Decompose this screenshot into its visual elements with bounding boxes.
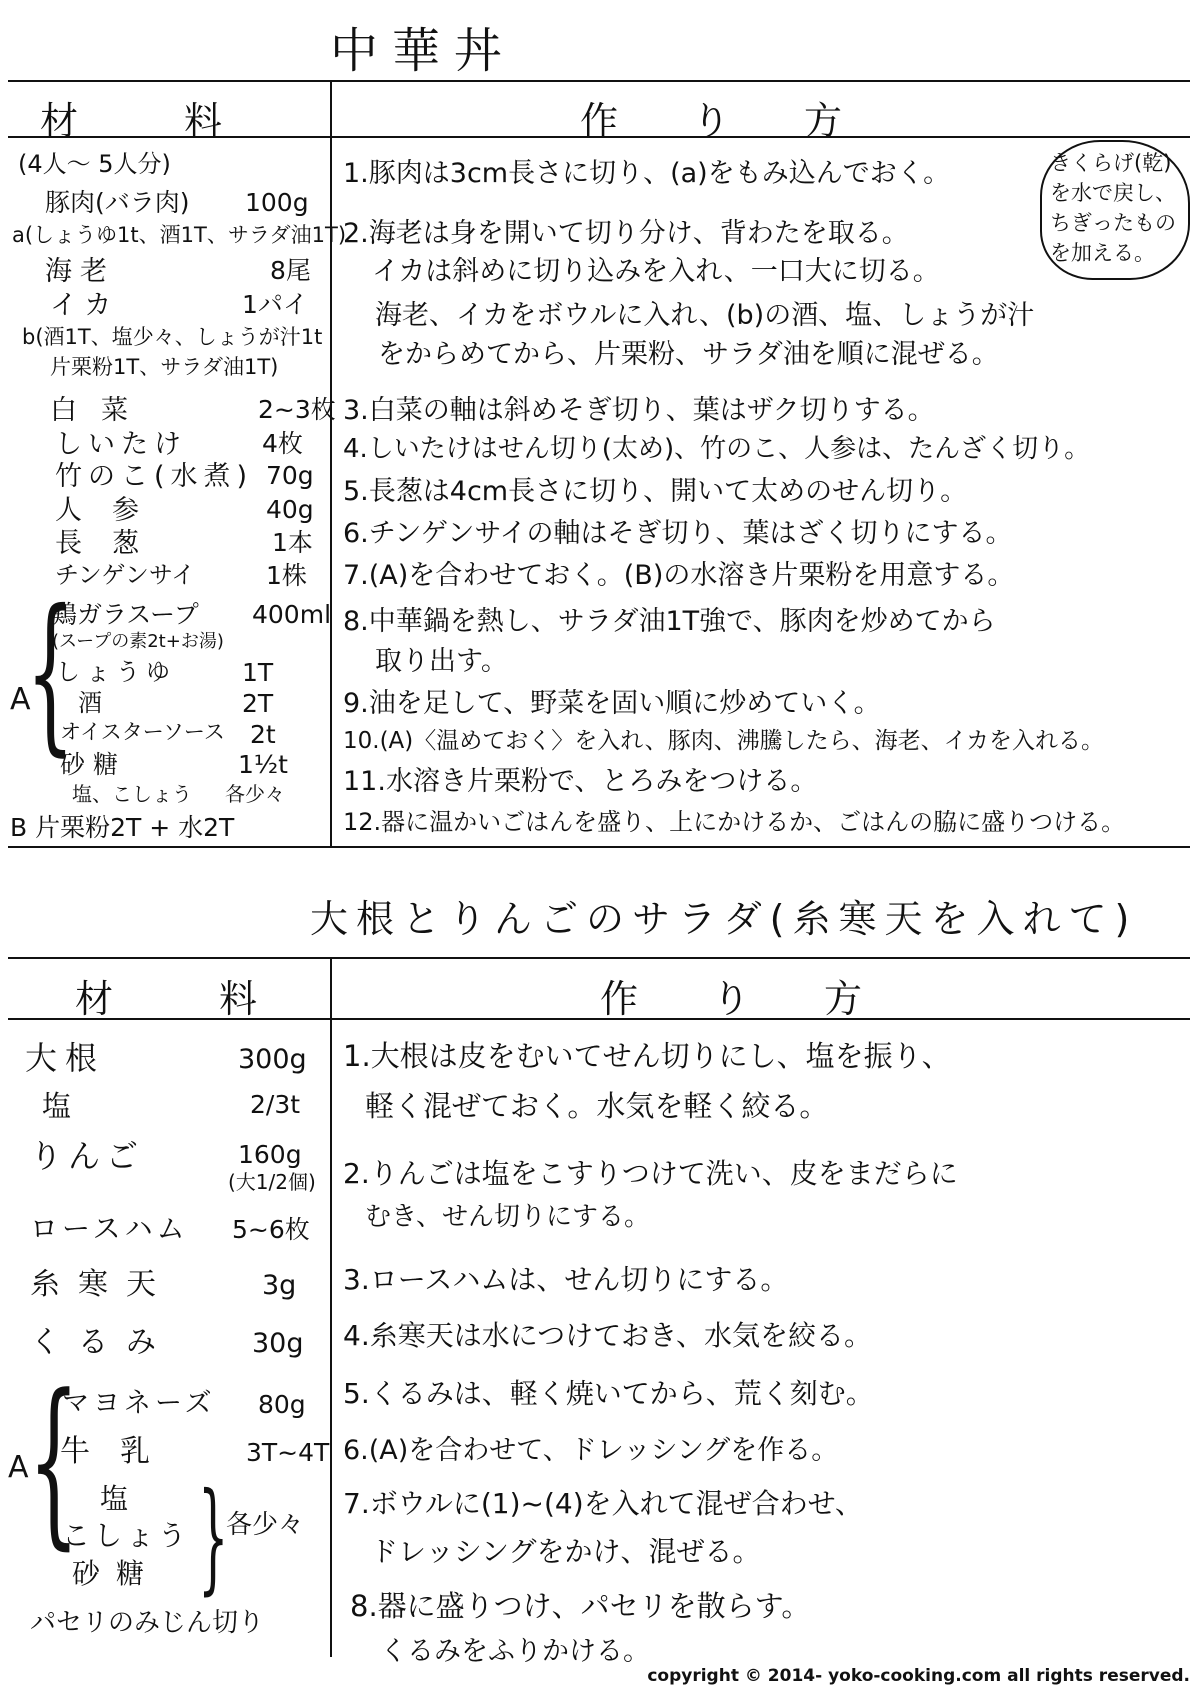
ingredient-name: a(しょうゆ1t、酒1T、サラダ油1T) <box>12 223 347 247</box>
recipe1-bottom-rule <box>8 846 1190 848</box>
recipe1-group-a-label: A <box>10 682 31 717</box>
ingredient-amount: 各少々 <box>225 782 285 806</box>
note-line: ちぎったもの <box>1050 211 1176 235</box>
group-brace: { <box>28 1357 80 1566</box>
ingredient-amount: 70g <box>266 461 314 490</box>
ingredient-name: 塩 <box>100 1482 129 1515</box>
method-step: ドレッシングをかけ、混ぜる。 <box>370 1535 761 1568</box>
method-step: 12.器に温かいごはんを盛り、上にかけるか、ごはんの脇に盛りつける。 <box>343 808 1126 836</box>
ingredient-name: 塩 <box>42 1089 72 1123</box>
method-step: 軽く混ぜておく。水気を軽く絞る。 <box>365 1089 829 1123</box>
recipe2-title: 大根とりんごのサラダ(糸寒天を入れて) <box>310 897 1138 941</box>
ingredient-name: 塩、こしょう <box>72 782 192 806</box>
method-step: 5.長葱は4cm長さに切り、開いて太めのせん切り。 <box>343 476 968 507</box>
ingredient-name: しいたけ <box>55 429 187 460</box>
method-step: 9.油を足して、野菜を固い順に炒めていく。 <box>343 688 881 719</box>
note-line: を加える。 <box>1050 241 1155 265</box>
ingredient-name: くるみ <box>30 1325 174 1360</box>
method-step: をからめてから、片栗粉、サラダ油を順に混ぜる。 <box>378 339 999 370</box>
ingredient-amount: 400ml <box>252 600 332 629</box>
recipe2-ingredients-header: 材 料 <box>75 977 268 1021</box>
method-step: 4.しいたけはせん切り(太め)、竹のこ、人参は、たんざく切り。 <box>343 434 1091 464</box>
ingredient-name: オイスターソース <box>60 720 225 744</box>
ingredient-name: b(酒1T、塩少々、しょうが汁1t <box>22 325 323 349</box>
ingredient-name: 竹のこ(水煮) <box>55 461 254 492</box>
ingredient-amount: 2~3枚 <box>258 395 336 424</box>
ingredient-amount: 3T~4T <box>246 1438 330 1467</box>
ingredient-amount: 1株 <box>266 561 307 590</box>
ingredient-amount: 40g <box>266 495 314 524</box>
ingredient-amount: 2T <box>242 689 274 718</box>
ingredient-name: 大根 <box>25 1039 106 1077</box>
method-step: 5.くるみは、軽く焼いてから、荒く刻む。 <box>343 1377 874 1410</box>
recipe1-title: 中華丼 <box>330 23 517 79</box>
method-step: 1.大根は皮をむいてせん切りにし、塩を振り、 <box>343 1039 951 1073</box>
sub-brace: } <box>198 1468 229 1607</box>
ingredient-name: マヨネーズ <box>62 1388 216 1419</box>
ingredient-amount: 80g <box>258 1390 306 1419</box>
ingredient-name: 砂糖 <box>72 1557 161 1590</box>
method-step: むき、せん切りにする。 <box>365 1202 650 1232</box>
method-step: 8.中華鍋を熱し、サラダ油1T強で、豚肉を炒めてから <box>343 606 996 637</box>
method-step: 海老、イカをボウルに入れ、(b)の酒、塩、しょうが汁 <box>375 300 1035 331</box>
ingredient-name: 糸寒天 <box>30 1267 174 1302</box>
method-step: 11.水溶き片栗粉で、とろみをつける。 <box>343 766 818 797</box>
method-step: 取り出す。 <box>375 646 508 677</box>
ingredient-amount: 4枚 <box>262 429 303 458</box>
ingredient-name: 海老 <box>45 256 115 287</box>
recipe2-garnish: パセリのみじん切り <box>30 1608 265 1638</box>
kikurage-note-bubble <box>1040 140 1190 280</box>
method-step: 3.白菜の軸は斜めそぎ切り、葉はザク切りする。 <box>343 395 935 426</box>
recipe1-column-divider <box>330 80 332 846</box>
ingredient-amount: 100g <box>245 188 309 217</box>
method-step: 6.チンゲンサイの軸はそぎ切り、葉はざく切りにする。 <box>343 518 1013 549</box>
ingredient-name: チンゲンサイ <box>55 561 196 589</box>
recipe2-group-a-label: A <box>8 1450 29 1485</box>
ingredient-name: 片栗粉1T、サラダ油1T) <box>50 355 279 379</box>
method-step: 4.糸寒天は水につけておき、水気を絞る。 <box>343 1319 873 1352</box>
ingredient-amount: 8尾 <box>270 256 311 285</box>
method-step: 1.豚肉は3cm長さに切り、(a)をもみ込んでおく。 <box>343 158 951 189</box>
recipe1-top-rule <box>8 80 1190 82</box>
recipe1-servings: (4人～ 5人分) <box>18 150 171 178</box>
ingredient-name: しょうゆ <box>56 658 176 686</box>
ingredient-amount: 2/3t <box>250 1090 301 1119</box>
method-step: 7.ボウルに(1)~(4)を入れて混ぜ合わせ、 <box>343 1487 863 1520</box>
ingredient-amount: 各少々 <box>226 1510 305 1540</box>
method-step: 7.(A)を合わせておく。(B)の水溶き片栗粉を用意する。 <box>343 560 1015 591</box>
recipe2-top-rule <box>8 957 1190 959</box>
method-step: くるみをふりかける。 <box>380 1636 650 1667</box>
recipe2-column-divider <box>330 957 332 1657</box>
method-step: イカは斜めに切り込みを入れ、一口大に切る。 <box>372 256 940 287</box>
method-step: 2.海老は身を開いて切り分け、背わたを取る。 <box>343 218 909 249</box>
ingredient-amount: 1½t <box>238 750 288 779</box>
ingredient-name: こしょう <box>62 1519 191 1552</box>
ingredient-name: (スープの素2t+お湯) <box>52 631 224 652</box>
ingredient-name: ロースハム <box>30 1212 189 1245</box>
ingredient-amount: (大1/2個) <box>228 1170 316 1194</box>
ingredient-name: 鶏ガラスープ <box>52 600 199 629</box>
recipe1-group-b: B 片栗粉2T + 水2T <box>10 813 235 842</box>
recipe2-method-header: 作 り 方 <box>600 977 881 1021</box>
note-line: を水で戻し、 <box>1050 181 1176 205</box>
copyright-footer: copyright © 2014- yoko-cooking.com all rights reserved. <box>647 1666 1190 1686</box>
note-line: きくらげ(乾) <box>1050 151 1172 175</box>
ingredient-amount: 30g <box>252 1328 304 1359</box>
ingredient-amount: 1T <box>242 658 274 687</box>
method-step: 2.りんごは塩をこすりつけて洗い、皮をまだらに <box>343 1157 958 1190</box>
ingredient-amount: 1パイ <box>242 290 308 319</box>
ingredient-name: イカ <box>50 290 120 321</box>
ingredient-name: 長葱 <box>55 528 169 559</box>
ingredient-amount: 5~6枚 <box>232 1215 310 1244</box>
group-brace: { <box>26 574 75 772</box>
ingredient-name: 砂糖 <box>60 750 127 779</box>
recipe1-ingredients-header: 材 料 <box>40 99 233 143</box>
ingredient-amount: 300g <box>238 1044 307 1075</box>
method-step: 6.(A)を合わせて、ドレッシングを作る。 <box>343 1435 839 1466</box>
method-step: 8.器に盛りつけ、パセリを散らす。 <box>350 1589 811 1623</box>
ingredient-name: 人参 <box>55 495 169 526</box>
ingredient-amount: 160g <box>238 1140 302 1169</box>
ingredient-name: 酒 <box>78 689 102 717</box>
ingredient-amount: 2t <box>250 720 276 749</box>
ingredient-amount: 3g <box>262 1270 297 1301</box>
ingredient-name: 白菜 <box>50 395 152 426</box>
method-step: 3.ロースハムは、せん切りにする。 <box>343 1263 789 1296</box>
ingredient-name: 牛乳 <box>60 1434 180 1469</box>
ingredient-amount: 1本 <box>272 528 313 557</box>
method-step: 10.(A)〈温めておく〉を入れ、豚肉、沸騰したら、海老、イカを入れる。 <box>343 728 1104 754</box>
ingredient-name: りんご <box>30 1137 145 1175</box>
recipe1-method-header: 作 り 方 <box>580 99 861 143</box>
ingredient-name: 豚肉(バラ肉) <box>45 188 190 217</box>
